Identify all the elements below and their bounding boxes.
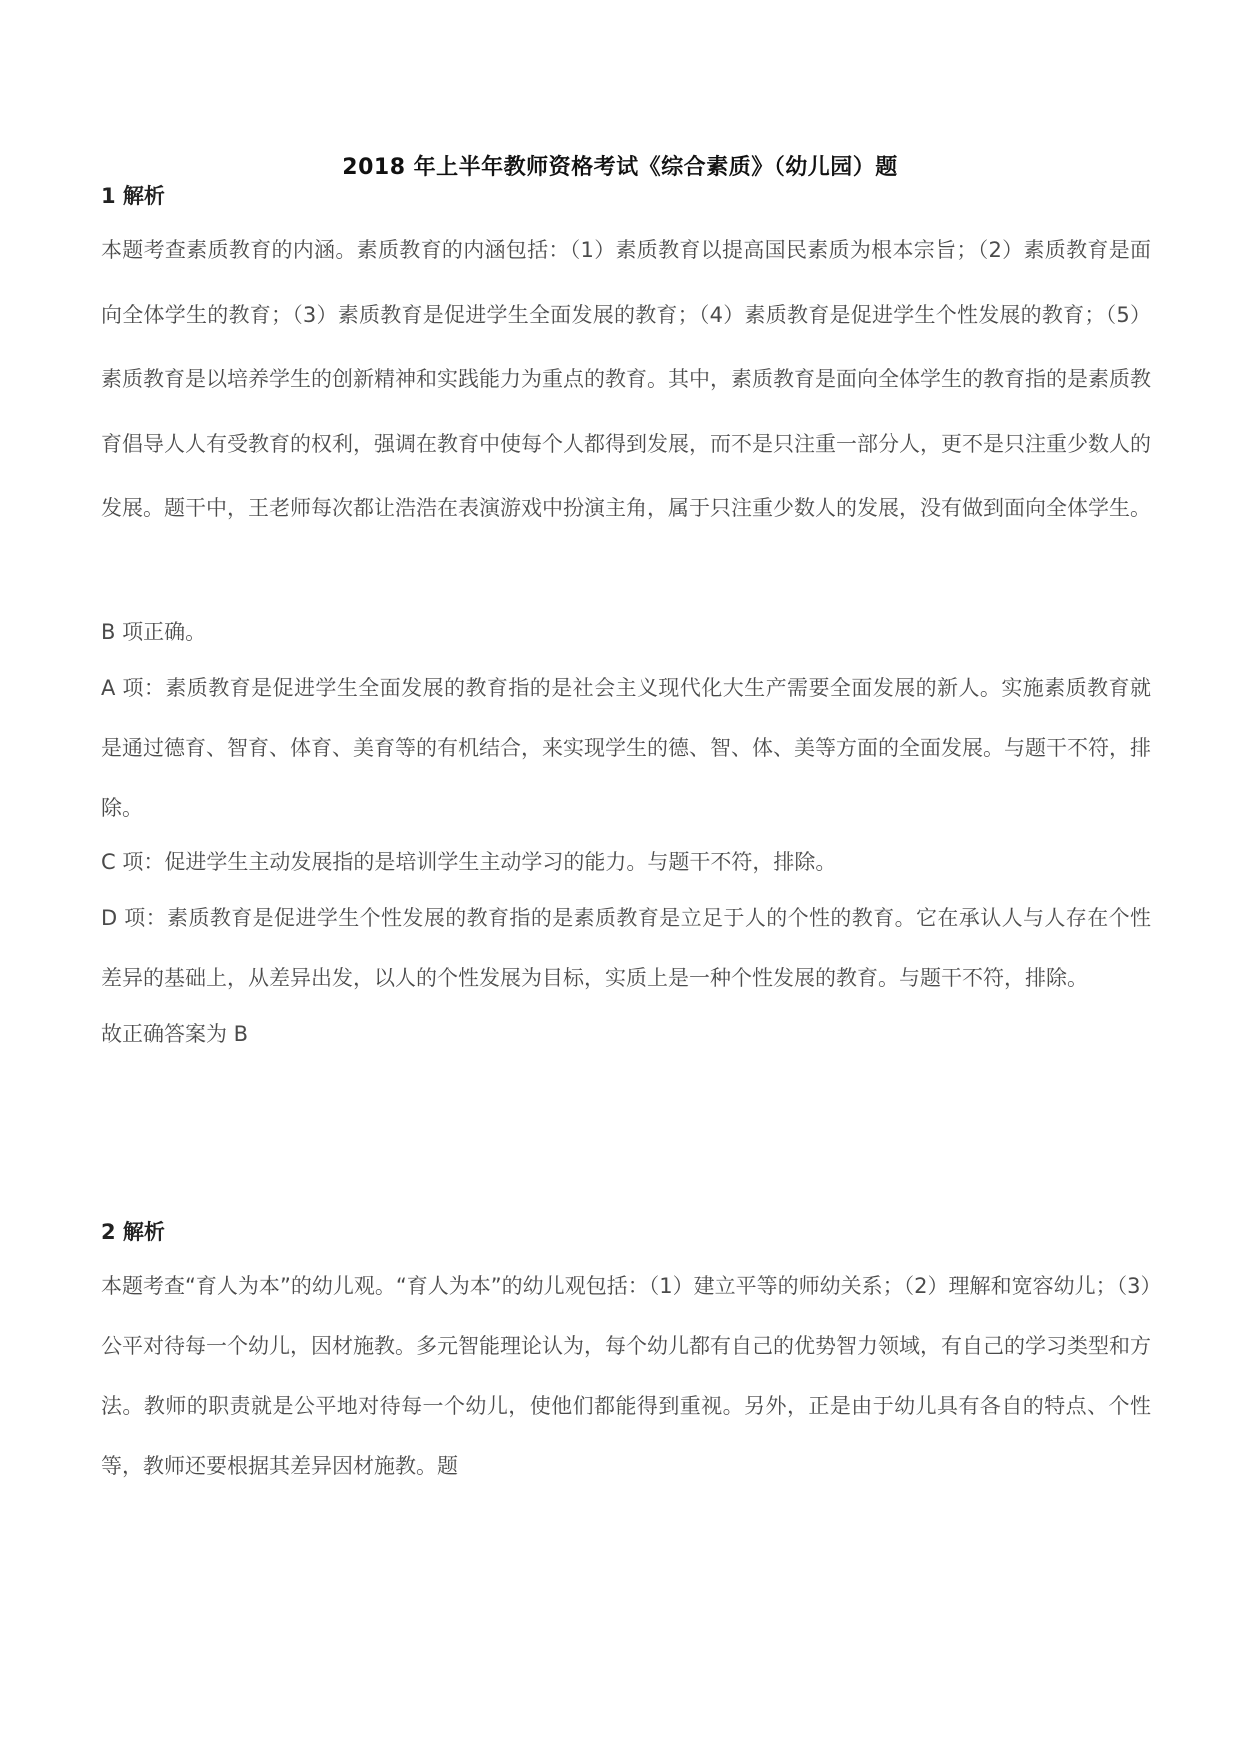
paragraph: B 项正确。 [101, 620, 207, 644]
section-1 [101, 174, 1151, 1064]
paragraph: C 项：促进学生主动发展指的是培训学生主动学习的能力。与题干不符，排除。 [101, 850, 837, 874]
document-title: 2018 年上半年教师资格考试《综合素质》（幼儿园）题 [342, 155, 898, 180]
section-heading: 1 解析 [101, 184, 165, 208]
paragraph: 故正确答案为 B [101, 1022, 249, 1046]
paragraph: 本题考查素质教育的内涵。素质教育的内涵包括：（1）素质教育以提高国民素质为根本宗旨；（2）素质教育是面向全体学生的教育；（3）素质教育是促进学生全面发展的教育；（4）素质教育是促进学生个性发展的教育；（5）素质教育是以培养学生的创新精神和实践能力为重点的教育。其中，素质教育是面向全体学生的教育指的是素质教育倡导人人有受教育的权利，强调在教育中使每个人都得到发展，而不是只注重一部分人，更不是只注重少数人的发展。题干中，王老师每次都让浩浩在表演游戏中扮演主角，属于只注重少数人的发展，没有做到面向全体学生。 [101, 238, 1151, 520]
section-2 [101, 1210, 1151, 1496]
paragraph: D 项：素质教育是促进学生个性发展的教育指的是素质教育是立足于人的个性的教育。它在承认人与人存在个性差异的基础上，从差异出发，以人的个性发展为目标，实质上是一种个性发展的教育。与题干不符，排除。 [101, 906, 1151, 990]
paragraph: 本题考查“育人为本”的幼儿观。“育人为本”的幼儿观包括：（1）建立平等的师幼关系；（2）理解和宽容幼儿；（3）公平对待每一个幼儿，因材施教。多元智能理论认为，每个幼儿都有自己的优势智力领域，有自己的学习类型和方法。教师的职责就是公平地对待每一个幼儿，使他们都能得到重视。另外，正是由于幼儿具有各自的特点、个性等，教师还要根据其差异因材施教。题 [101, 1274, 1151, 1478]
paragraph: A 项：素质教育是促进学生全面发展的教育指的是社会主义现代化大生产需要全面发展的新人。实施素质教育就是通过德育、智育、体育、美育等的有机结合，来实现学生的德、智、体、美等方面的全面发展。与题干不符，排除。 [101, 676, 1151, 820]
section-heading: 2 解析 [101, 1220, 165, 1244]
